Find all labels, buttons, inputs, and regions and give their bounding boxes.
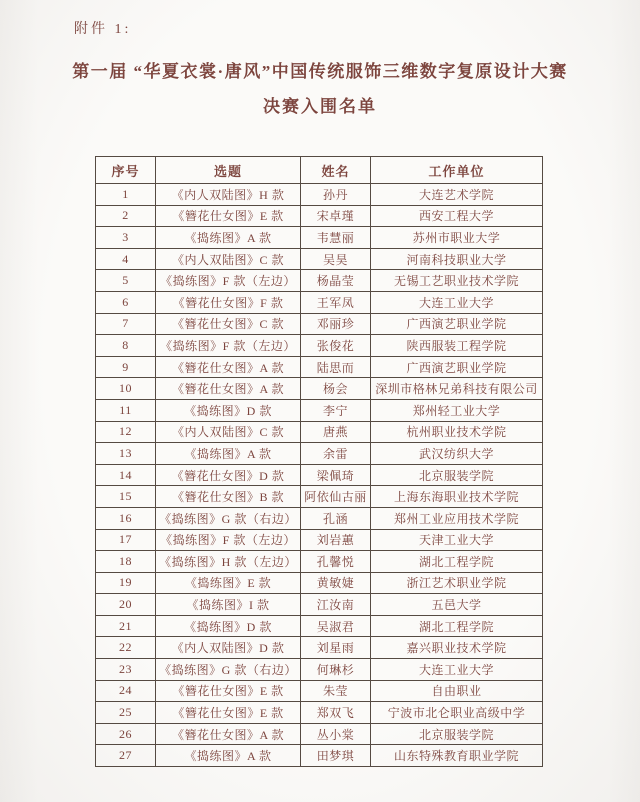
table-row	[96, 702, 543, 724]
table-cell: 《内人双陆图》C 款	[156, 421, 301, 443]
table-row	[96, 399, 543, 421]
column-header-3: 工作单位	[371, 157, 543, 184]
table-cell: 梁佩琦	[301, 464, 371, 486]
table-cell: 吴昊	[301, 248, 371, 270]
table-cell: 7	[96, 313, 156, 335]
table-cell: 《捣练图》A 款	[156, 443, 301, 465]
table-cell: 北京服装学院	[371, 723, 543, 745]
table-row	[96, 248, 543, 270]
table-cell: 《内人双陆图》C 款	[156, 248, 301, 270]
table-cell: 丛小棠	[301, 723, 371, 745]
table-row	[96, 615, 543, 637]
table-cell: 李宁	[301, 399, 371, 421]
table-cell: 18	[96, 551, 156, 573]
table-row	[96, 723, 543, 745]
table-cell: 《捣练图》F 款（左边）	[156, 529, 301, 551]
table-cell: 《捣练图》D 款	[156, 615, 301, 637]
table-cell: 9	[96, 356, 156, 378]
table-cell: 《捣练图》A 款	[156, 227, 301, 249]
table-cell: 23	[96, 659, 156, 681]
table-cell: 13	[96, 443, 156, 465]
table-cell: 刘星雨	[301, 637, 371, 659]
table-cell: 陆思而	[301, 356, 371, 378]
table-cell: 《簪花仕女图》E 款	[156, 702, 301, 724]
table-row	[96, 205, 543, 227]
table-cell: 宁波市北仑职业高级中学	[371, 702, 543, 724]
table-row	[96, 270, 543, 292]
table-row	[96, 486, 543, 508]
table-cell: 无锡工艺职业技术学院	[371, 270, 543, 292]
table-cell: 湖北工程学院	[371, 615, 543, 637]
table-cell: 《捣练图》H 款（左边）	[156, 551, 301, 573]
table-cell: 22	[96, 637, 156, 659]
table-cell: 《捣练图》D 款	[156, 399, 301, 421]
table-cell: 何琳杉	[301, 659, 371, 681]
table-row	[96, 507, 543, 529]
table-cell: 阿依仙古丽	[301, 486, 371, 508]
table-cell: 浙江艺术职业学院	[371, 572, 543, 594]
table-row	[96, 227, 543, 249]
table-cell: 山东特殊教育职业学院	[371, 745, 543, 767]
table-cell: 《内人双陆图》D 款	[156, 637, 301, 659]
table-cell: 宋卓瑾	[301, 205, 371, 227]
table-cell: 《捣练图》A 款	[156, 745, 301, 767]
table-cell: 《捣练图》G 款（右边）	[156, 659, 301, 681]
table-row	[96, 443, 543, 465]
table-cell: 11	[96, 399, 156, 421]
table-row	[96, 335, 543, 357]
table-body	[96, 184, 543, 767]
table-cell: 12	[96, 421, 156, 443]
table-cell: 《簪花仕女图》A 款	[156, 356, 301, 378]
table-cell: 《簪花仕女图》E 款	[156, 205, 301, 227]
table-cell: 郑州轻工业大学	[371, 399, 543, 421]
table-cell: 张俊花	[301, 335, 371, 357]
table-row	[96, 637, 543, 659]
table-cell: 孔涵	[301, 507, 371, 529]
table-cell: 孔馨悦	[301, 551, 371, 573]
table-row	[96, 745, 543, 767]
table-cell: 《捣练图》G 款（右边）	[156, 507, 301, 529]
table-cell: 郑双飞	[301, 702, 371, 724]
table-cell: 郑州工业应用技术学院	[371, 507, 543, 529]
table-cell: 王军凤	[301, 291, 371, 313]
table-cell: 深圳市格林兄弟科技有限公司	[371, 378, 543, 400]
table-row	[96, 184, 543, 206]
table-cell: 《簪花仕女图》C 款	[156, 313, 301, 335]
table-cell: 湖北工程学院	[371, 551, 543, 573]
document-title: 第一届 “华夏衣裳·唐风”中国传统服饰三维数字复原设计大赛	[72, 62, 568, 81]
table-cell: 广西演艺职业学院	[371, 356, 543, 378]
table-row	[96, 421, 543, 443]
table-row	[96, 551, 543, 573]
column-header-2: 姓名	[301, 157, 371, 184]
table-cell: 自由职业	[371, 680, 543, 702]
table-row	[96, 291, 543, 313]
table-cell: 韦慧丽	[301, 227, 371, 249]
table-cell: 嘉兴职业技术学院	[371, 637, 543, 659]
table-cell: 26	[96, 723, 156, 745]
column-header-1: 选题	[156, 157, 301, 184]
table-row	[96, 680, 543, 702]
table-cell: 上海东海职业技术学院	[371, 486, 543, 508]
table-cell: 25	[96, 702, 156, 724]
table-cell: 杨晶莹	[301, 270, 371, 292]
table-cell: 19	[96, 572, 156, 594]
table-row	[96, 572, 543, 594]
table-cell: 10	[96, 378, 156, 400]
table-cell: 大连艺术学院	[371, 184, 543, 206]
table-cell: 西安工程大学	[371, 205, 543, 227]
table-cell: 杨会	[301, 378, 371, 400]
table-cell: 陕西服装工程学院	[371, 335, 543, 357]
table-row	[96, 594, 543, 616]
table-cell: 田梦琪	[301, 745, 371, 767]
table-cell: 27	[96, 745, 156, 767]
table-cell: 21	[96, 615, 156, 637]
table-cell: 3	[96, 227, 156, 249]
table-cell: 苏州市职业大学	[371, 227, 543, 249]
table-cell: 江汝南	[301, 594, 371, 616]
table-cell: 大连工业大学	[371, 659, 543, 681]
table-cell: 武汉纺织大学	[371, 443, 543, 465]
table-cell: 五邑大学	[371, 594, 543, 616]
attachment-label: 附件 1:	[74, 22, 132, 37]
table-row	[96, 464, 543, 486]
table-cell: 4	[96, 248, 156, 270]
table-row	[96, 659, 543, 681]
table-cell: 《簪花仕女图》D 款	[156, 464, 301, 486]
table-cell: 吴淑君	[301, 615, 371, 637]
table-cell: 1	[96, 184, 156, 206]
table-cell: 14	[96, 464, 156, 486]
table-cell: 8	[96, 335, 156, 357]
table-cell: 5	[96, 270, 156, 292]
table-cell: 大连工业大学	[371, 291, 543, 313]
document-subtitle: 决赛入围名单	[263, 97, 377, 116]
table-cell: 2	[96, 205, 156, 227]
table-cell: 广西演艺职业学院	[371, 313, 543, 335]
table-cell: 唐燕	[301, 421, 371, 443]
table-cell: 《捣练图》E 款	[156, 572, 301, 594]
finalists-table	[95, 156, 543, 767]
table-cell: 《捣练图》I 款	[156, 594, 301, 616]
table-cell: 《簪花仕女图》F 款	[156, 291, 301, 313]
table-cell: 余雷	[301, 443, 371, 465]
table-cell: 邓丽珍	[301, 313, 371, 335]
table-cell: 杭州职业技术学院	[371, 421, 543, 443]
table-cell: 《簪花仕女图》B 款	[156, 486, 301, 508]
table-row	[96, 313, 543, 335]
table-cell: 6	[96, 291, 156, 313]
table-row	[96, 529, 543, 551]
table-cell: 24	[96, 680, 156, 702]
table-cell: 《簪花仕女图》E 款	[156, 680, 301, 702]
table-cell: 《捣练图》F 款（左边）	[156, 270, 301, 292]
table-cell: 《捣练图》F 款（左边）	[156, 335, 301, 357]
table-cell: 河南科技职业大学	[371, 248, 543, 270]
table-cell: 《簪花仕女图》A 款	[156, 378, 301, 400]
table-cell: 《簪花仕女图》A 款	[156, 723, 301, 745]
table-header-row	[96, 157, 543, 184]
table-row	[96, 378, 543, 400]
table-cell: 《内人双陆图》H 款	[156, 184, 301, 206]
table-row	[96, 356, 543, 378]
table-cell: 15	[96, 486, 156, 508]
table-cell: 20	[96, 594, 156, 616]
table-cell: 天津工业大学	[371, 529, 543, 551]
table-cell: 黄敏婕	[301, 572, 371, 594]
table-cell: 17	[96, 529, 156, 551]
table-cell: 北京服装学院	[371, 464, 543, 486]
table-cell: 朱莹	[301, 680, 371, 702]
table-cell: 刘岩蕙	[301, 529, 371, 551]
column-header-0: 序号	[96, 157, 156, 184]
table-cell: 16	[96, 507, 156, 529]
table-cell: 孙丹	[301, 184, 371, 206]
